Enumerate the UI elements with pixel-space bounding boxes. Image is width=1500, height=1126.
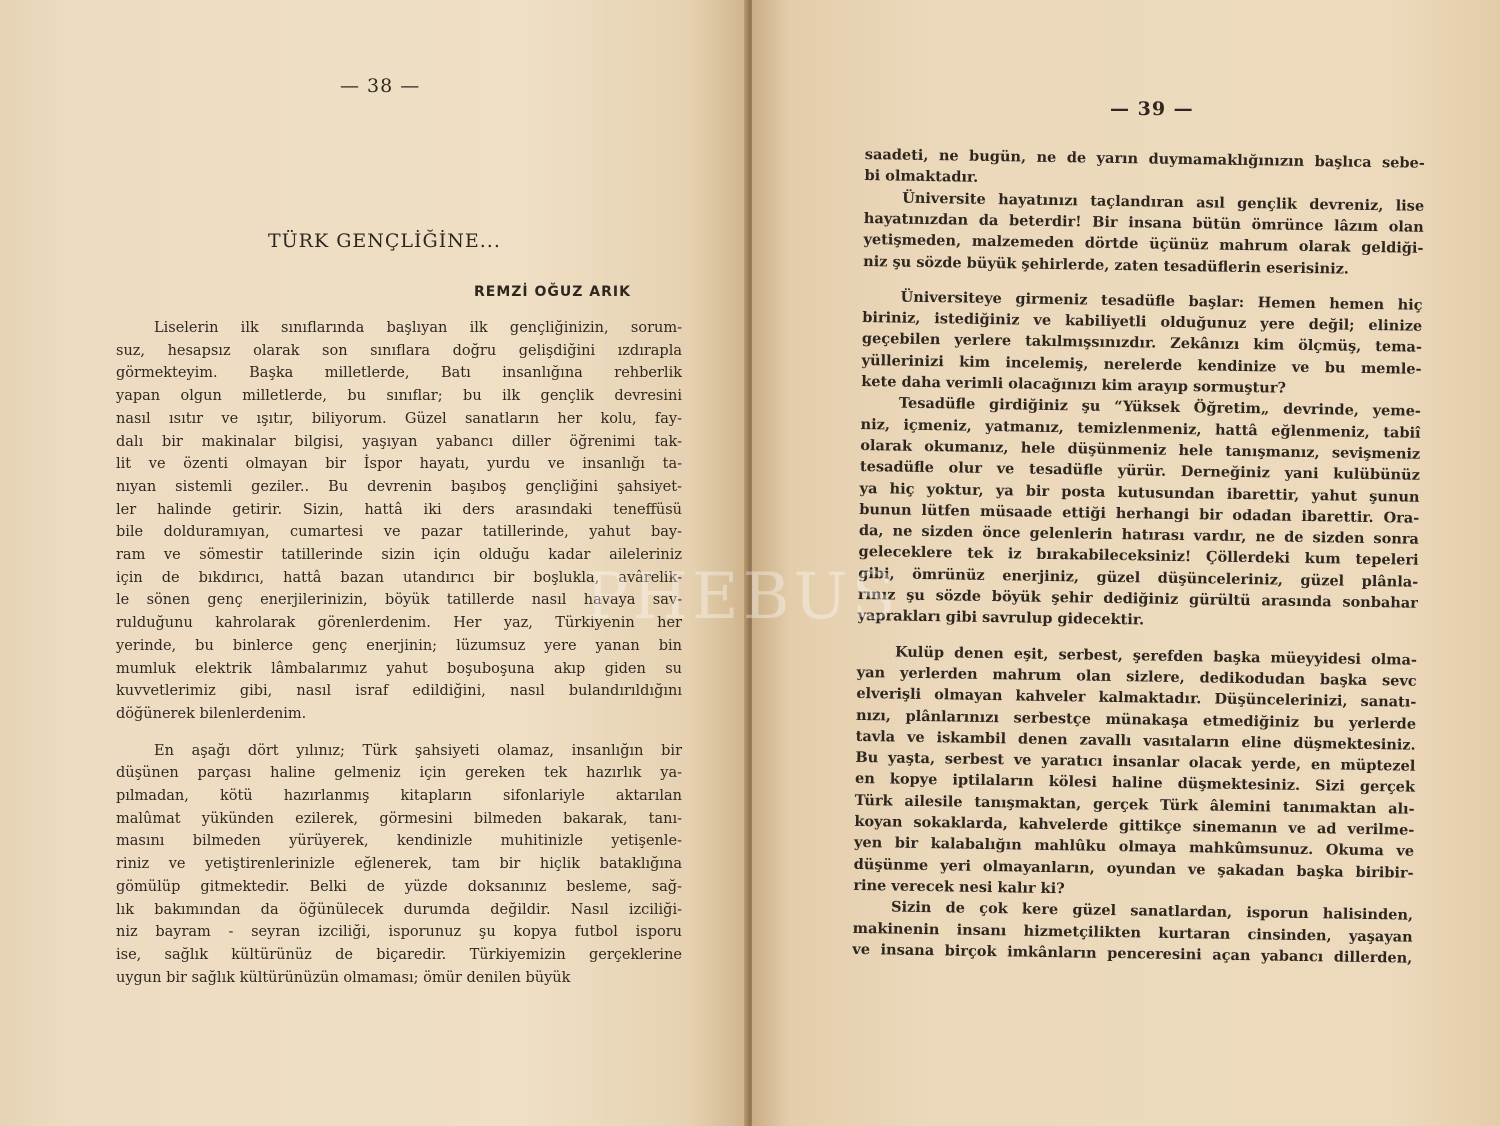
text-line: Kulüp denen eşit, serbest, şerefden başka müeyyidesi olma- (894, 643, 1418, 669)
text-line: Bu yaşta, serbest ve yaratıcı insanlar olacak yerde, en müptezel (855, 749, 1416, 775)
text-line: uygun bir sağlık kültürünüzün olmaması; ömür denilen büyük (116, 969, 571, 986)
text-line: bunun lütfen müsaade ettiği herhangi bir odadan ibarettir. Ora- (859, 500, 1420, 527)
text-line: En aşağı dört yılınız; Türk şahsiyeti olamaz, insanlığın bir (154, 742, 682, 759)
text-line: bile dolduramıyan, cumartesi ve pazar tatillerinde, yahut bay- (116, 524, 682, 541)
text-line: mumluk elektrik lâmbalarımız yahut boşuboşuna akıp giden su (116, 660, 682, 677)
author-name: REMZİ OĞUZ ARIK (474, 284, 631, 300)
text-line: rınız şu sözde böyük şehir dediğiniz gürültü arasında sonbahar (857, 585, 1419, 612)
text-line: Üniversite hayatınızı taçlandıran asıl gençlik devreniz, lise (902, 189, 1425, 215)
text-line: yapan olgun milletlerde, bu sınıflar; bu ilk gençlik devresini (116, 388, 682, 405)
text-line: malûmat yükünden ezilerek, görmesini bilmeden bakarak, tanı- (116, 810, 682, 827)
text-line: düşünme yeri olmayanların, oyundan ve şakadan başka biribir- (853, 855, 1414, 882)
text-line: ise, sağlık kültürünüz de biçaredir. Türkiyemizin gerçeklerine (116, 946, 682, 963)
text-line: tavla ve iskambil denen zavallı vasıtaların eline düşmektesiniz. (855, 727, 1416, 754)
text-line: ya hiç yoktur, ya bir posta kutusundan ibarettir, yahut şunun (859, 479, 1420, 506)
text-line: pılmadan, kötü hazırlanmış kitapların sifonlariyle aktarılan (116, 788, 682, 804)
text-line: le sönen genç enerjilerinizin, böyük tatillerde nasıl havaya sav- (116, 592, 682, 609)
text-line: dalı bir makinalar bilgisi, yaşıyan yabancı diller öğrenimi tak- (116, 433, 682, 450)
page-number-right: — 39 — (1110, 98, 1194, 120)
text-line: ler halinde getirir. Sizin, hattâ iki ders arasındaki teneffüsü (116, 501, 682, 518)
text-line: yüllerinizi kim incelemiş, nerelerde kendinize ve bu memle- (861, 351, 1422, 378)
text-line: gömülüp gitmektedir. Belki de yüzde doksanınız besleme, sağ- (116, 878, 682, 895)
text-line: olarak okumanız, hele düşünmeniz hele tanışmanız, sevişmeniz (860, 436, 1421, 463)
text-line: lit ve özenti olmayan bir İspor hayatı, yurdu ve insanlığı ta- (116, 456, 682, 473)
text-line: Liselerin ilk sınıflarında başlıyan ilk gençliğinizin, sorum- (154, 320, 682, 336)
text-line: makinenin insanı hizmetçilikten kurtaran cinsinden, yaşayan (852, 919, 1413, 946)
text-line: geleceklere tek iz bırakabileceksiniz! Çöllerdeki kum tepeleri (858, 543, 1419, 570)
page-number-left: — 38 — (340, 75, 421, 97)
text-line: nızı, plânlarınızı serbestçe münakaşa etmediğiniz bu yerlerde (855, 706, 1417, 733)
text-line: biriniz, istediğiniz ve kabiliyetli olduğunuz yere değil; elinize (862, 309, 1423, 335)
text-line: gibi, ömrünüz enerjiniz, güzel düşünceleriniz, güzel plânla- (858, 564, 1419, 591)
text-line: kuvvetlerimiz gibi, nasıl israf edildiğini, nasıl bulandırıldığını (116, 683, 682, 700)
text-line: Sizin de çok kere güzel sanatlardan, isporun halisinden, (890, 898, 1414, 924)
text-line: hayatınızdan da beterdir! Bir insana bütün ömrünce lâzım olan (863, 209, 1424, 236)
left-page (0, 0, 748, 1126)
text-line: rulduğunu kahrolarak görenlerdenim. Her yaz, Türkiyenin her (116, 615, 682, 632)
watermark: PHEBUS (585, 560, 900, 634)
text-line: kete daha verimli olacağınızı kim arayıp sormuştur? (861, 372, 1287, 397)
text-line: için de bıkdırıcı, hattâ bazan utandırıcı bir boşlukla, avârelik- (116, 569, 682, 586)
text-line: lık bakımından da öğünülecek durumda değildir. Nasıl izciliği- (116, 901, 682, 918)
right-page (752, 0, 1500, 1126)
text-line: yan yerlerden mahrum olan sizlere, dedikodudan başka sevc (856, 663, 1417, 690)
text-line: nıyan sistemli geziler.. Bu devrenin başıboş gençliğini şahsiyet- (116, 478, 682, 495)
text-line: koyan sokaklarda, kahvelerde gittikçe sinemanın ve ad verilme- (854, 812, 1415, 839)
text-line: riniz ve yetiştirenlerinizle eğlenerek, tam bir hiçlik bataklığına (116, 856, 682, 873)
text-line: ram ve sömestir tatillerinde sizin için olduğu kadar aileleriniz (116, 547, 682, 563)
text-line: Türk ailesile tanışmaktan, gerçek Türk âlemini tanımaktan alı- (854, 791, 1415, 818)
text-line: ve insana birçok imkânların penceresini açan yabancı dillerden, (852, 940, 1413, 967)
chapter-title: TÜRK GENÇLİĞİNE... (268, 230, 501, 252)
text-line: Üniversiteye girmeniz tesadüfle başlar: Hemen hemen hiç (900, 288, 1423, 314)
text-line: niz, içmeniz, yatmanız, temizlenmeniz, hattâ eğlenmeniz, tabiî (860, 415, 1421, 442)
text-line: da, ne sizden önce gelenlerin hatırası vardır, ne de sizden sonra (858, 522, 1420, 548)
text-line: tesadüfle olur ve tesadüfle yürür. Derneğiniz yani kulübünüz (859, 458, 1421, 484)
text-line: döğünerek bilenlerdenim. (116, 705, 307, 722)
text-line: yaprakları gibi savrulup gidecektir. (857, 607, 1145, 629)
text-line: yetişmeden, malzemeden dörtde üçünüz mahrum olarak geldiği- (863, 231, 1424, 257)
text-line: saadeti, ne bugün, ne de yarın duymamaklığınızın başlıca sebe- (864, 146, 1425, 172)
right-text-body (852, 146, 1425, 967)
text-line: en kopye iptilaların kölesi haline düşmektesiniz. Sizi gerçek (854, 770, 1416, 797)
text-line: düşünen parçası haline gelmeniz için gereken tek hazırlık ya- (116, 765, 682, 782)
text-line: suz, hesapsız olarak son sınıflara doğru gelişdiğini ızdırapla (116, 342, 682, 359)
text-line: yerinde, bu binlerce genç enerjinin; lüzumsuz yere yanan bin (116, 637, 682, 654)
text-line: rine verecek nesi kalır ki? (853, 876, 1065, 898)
text-line: elverişli olmayan kahveler kalmaktadır. Düşüncelerinizi, sanatı- (856, 685, 1417, 711)
text-line: niz şu sözde büyük şehirlerde, zaten tesadüflerin eserisiniz. (863, 252, 1350, 278)
text-line: masını bilmeden yürüyerek, kendinizle muhitinizle yetişenle- (116, 833, 682, 850)
text-line: görmekteyim. Başka milletlerde, Batı insanlığına rehberlik (116, 365, 682, 382)
text-line: yen bir kalabalığın mahlûku olmaya mahkûmsunuz. Okuma ve (853, 834, 1415, 861)
text-line: geçebilen yerlere takılmışsınızdır. Zekânızı kim ölçmüş, tema- (861, 330, 1423, 357)
text-line: Tesadüfle girdiğiniz şu “Yüksek Öğretim„ devrinde, yeme- (898, 394, 1422, 421)
text-line: bi olmaktadır. (864, 167, 979, 187)
text-line: niz bayram - seyran izciliği, isporunuz şu kopya futbol isporu (116, 924, 682, 941)
text-line: nasıl ısıtır ve ışıtır, biliyorum. Güzel sanatların her kolu, fay- (116, 410, 682, 427)
